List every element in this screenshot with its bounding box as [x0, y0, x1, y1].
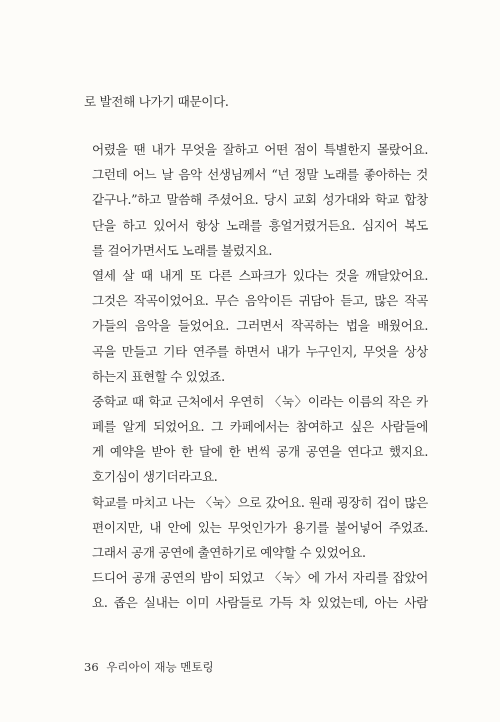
text-line: 편이지만, 내 안에 있는 무엇인가가 용기를 불어넣어 주었죠.: [92, 519, 428, 535]
text-line: 호기심이 생기더라고요.: [92, 469, 218, 485]
continuation-line: 로 발전해 나가기 때문이다.: [84, 94, 229, 109]
text-line: 게 예약을 받아 한 달에 한 번씩 공개 공연을 연다고 했지요.: [92, 444, 428, 460]
text-line: 열세 살 때 내게 또 다른 스파크가 있다는 것을 깨달았어요.: [92, 267, 428, 283]
text-line: 페를 알게 되었어요. 그 카페에서는 참여하고 싶은 사람들에: [92, 419, 428, 435]
text-line: 드디어 공개 공연의 밤이 되었고 〈눅〉에 가서 자리를 잡았어: [92, 570, 428, 586]
book-title: 우리아이 재능 멘토링: [106, 660, 214, 674]
text-line: 그것은 작곡이었어요. 무슨 음악이든 귀담아 듣고, 많은 작곡: [92, 293, 428, 309]
body-text: [92, 137, 432, 616]
text-line: 곡을 만들고 기타 연주를 하면서 내가 누구인지, 무엇을 상상: [92, 343, 428, 359]
text-line: 를 걸어가면서도 노래를 불렀지요.: [92, 242, 273, 258]
text-line: 학교를 마치고 나는 〈눅〉으로 갔어요. 원래 굉장히 겁이 많은: [92, 494, 428, 510]
page-number: 36: [84, 660, 99, 674]
text-line: 그래서 공개 공연에 출연하기로 예약할 수 있었어요.: [92, 545, 366, 560]
text-line: 같구나.”하고 말씀해 주셨어요. 당시 교회 성가대와 학교 합창: [92, 192, 428, 208]
page-footer: [84, 660, 214, 674]
text-line: 중학교 때 학교 근처에서 우연히 〈눅〉이라는 이름의 작은 카: [92, 393, 428, 409]
text-line: 요. 좁은 실내는 이미 사람들로 가득 차 있었는데, 아는 사람: [92, 595, 428, 611]
text-line: 가들의 음악을 들었어요. 그러면서 작곡하는 법을 배웠어요.: [92, 318, 428, 334]
text-line: 어렸을 땐 내가 무엇을 잘하고 어떤 점이 특별한지 몰랐어요.: [92, 142, 428, 157]
text-line: 하는지 표현할 수 있었죠.: [92, 368, 225, 384]
text-line: 그런데 어느 날 음악 선생님께서 “넌 정말 노래를 좋아하는 것: [92, 167, 428, 183]
text-line: 단을 하고 있어서 항상 노래를 흥얼거렸거든요. 심지어 복도: [92, 217, 428, 233]
